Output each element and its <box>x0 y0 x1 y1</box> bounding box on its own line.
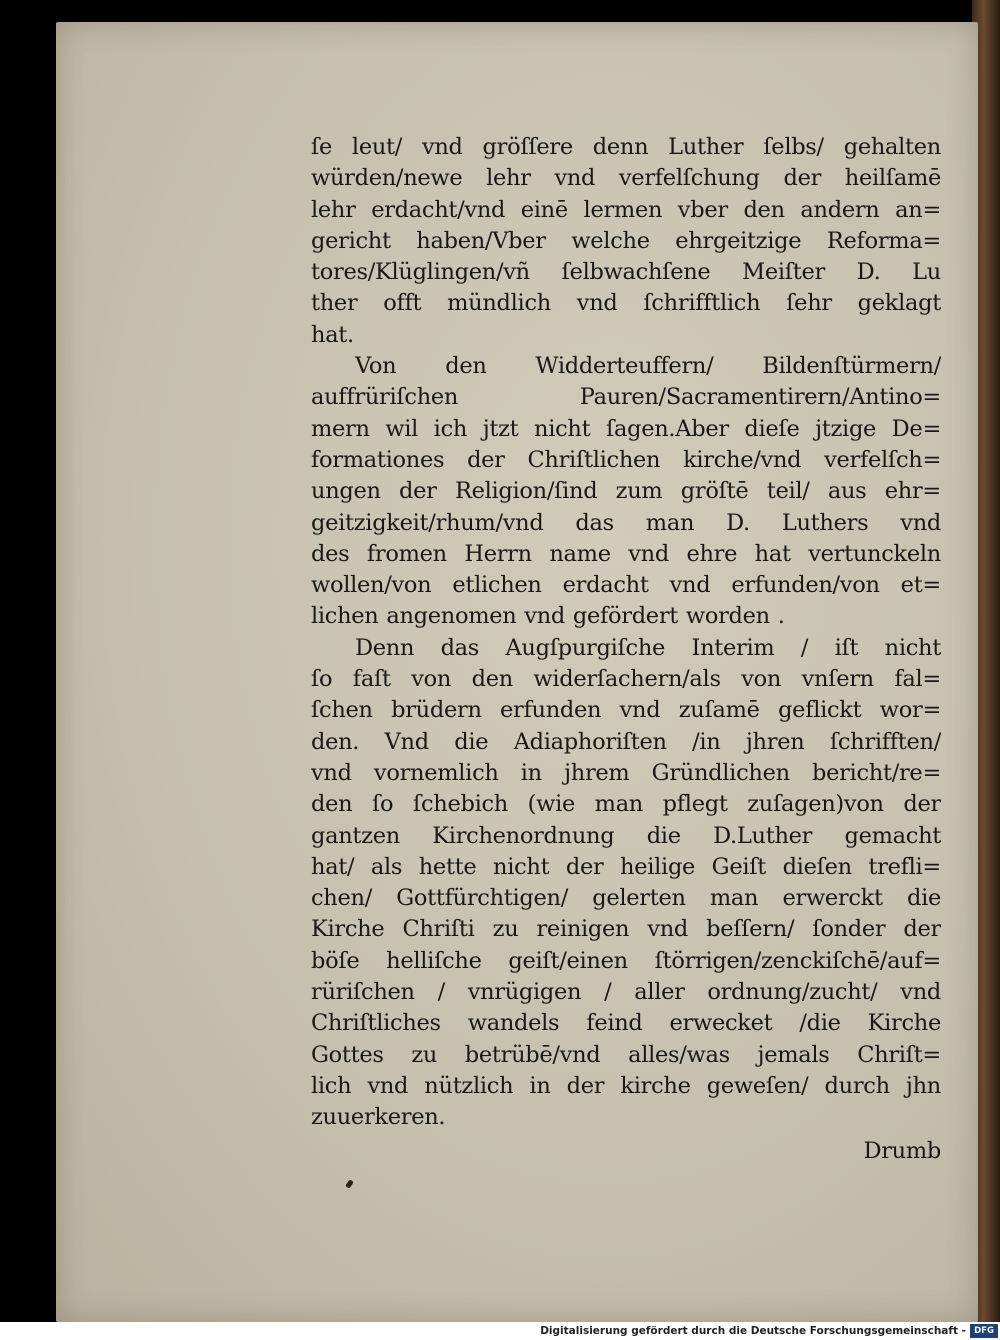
footer-credit: Digitalisierung gefördert durch die Deutsche Forschungsgemeinschaft - <box>540 1325 966 1337</box>
text-line: mern wil ich jtzt nicht ſagen.Aber dieſe jtzige De= <box>311 415 941 442</box>
text-line: gericht haben/Vber welche ehrgeitzige Reforma= <box>311 227 941 254</box>
catchword: Drumb <box>863 1137 941 1164</box>
text-line: Von den Widderteuffern/ Bildenſtürmern/ <box>355 353 941 380</box>
text-line: hat. <box>311 321 354 348</box>
digitization-footer <box>0 1322 1000 1340</box>
text-line: böſe helliſche geiſt/einen ſtörrigen/zenckiſchē/auf= <box>311 947 941 974</box>
text-line: vnd vornemlich in jhrem Gründlichen bericht/re= <box>311 759 941 786</box>
text-line: Chriſtliches wandels feind erwecket /die Kirche <box>311 1010 941 1037</box>
text-line: ſe leut/ vnd gröſſere denn Luther ſelbs/ gehalten <box>311 134 941 160</box>
text-line: Kirche Chriſti zu reinigen vnd beſſern/ ſonder der <box>311 916 941 943</box>
text-line: lichen angenomen vnd gefördert worden . <box>311 603 785 630</box>
text-line: hat/ als hette nicht der heilige Geiſt dieſen trefli= <box>311 853 941 880</box>
text-line: Denn das Augſpurgiſche Interim / iſt nicht <box>355 634 941 661</box>
text-line: lich vnd nützlich in der kirche geweſen/ durch jhn <box>311 1072 941 1099</box>
page-text <box>311 132 941 1167</box>
text-line: auffrüriſchen Pauren/Sacramentirern/Antino= <box>311 384 941 411</box>
text-line: ſchen brüdern erfunden vnd zuſamē geflickt wor= <box>311 697 941 724</box>
text-line: formationes der Chriſtlichen kirche/vnd verfelſch= <box>311 446 941 473</box>
text-line: rüriſchen / vnrügigen / aller ordnung/zucht/ vnd <box>311 979 941 1006</box>
text-line: den. Vnd die Adiaphoriſten /in jhren ſchrifften/ <box>311 728 941 755</box>
text-line: ungen der Religion/ſind zum gröſtē teil/ aus ehr= <box>311 478 941 505</box>
text-line: chen/ Gottfürchtigen/ gelerten man erwerckt die <box>311 885 941 912</box>
text-line: wollen/von etlichen erdacht vnd erfunden/von et= <box>311 572 941 599</box>
dfg-logo: DFG <box>970 1324 998 1338</box>
text-line: ther offt mündlich vnd ſchrifftlich ſehr geklagt <box>311 290 941 317</box>
text-line: gantzen Kirchenordnung die D.Luther gemacht <box>311 822 941 849</box>
book-page <box>56 22 978 1322</box>
text-line: lehr erdacht/vnd einē lermen vber den andern an= <box>311 196 941 223</box>
text-line: tores/Klüglingen/vñ ſelbwachſene Meiſter D. Lu <box>311 259 941 286</box>
text-line: Gottes zu betrübē/vnd alles/was jemals Chriſt= <box>311 1041 941 1068</box>
text-line: den ſo ſchebich (wie man pflegt zuſagen)von der <box>311 791 941 818</box>
text-line: des fromen Herrn name vnd ehre hat vertunckeln <box>311 540 941 567</box>
text-line: geitzigkeit/rhum/vnd das man D. Luthers vnd <box>311 509 941 536</box>
text-line: würden/newe lehr vnd verfelſchung der heilſamē <box>311 165 941 192</box>
text-line: ſo faſt von den widerſachern/als von vnſern fal= <box>311 666 941 693</box>
text-line: zuuerkeren. <box>311 1104 446 1131</box>
